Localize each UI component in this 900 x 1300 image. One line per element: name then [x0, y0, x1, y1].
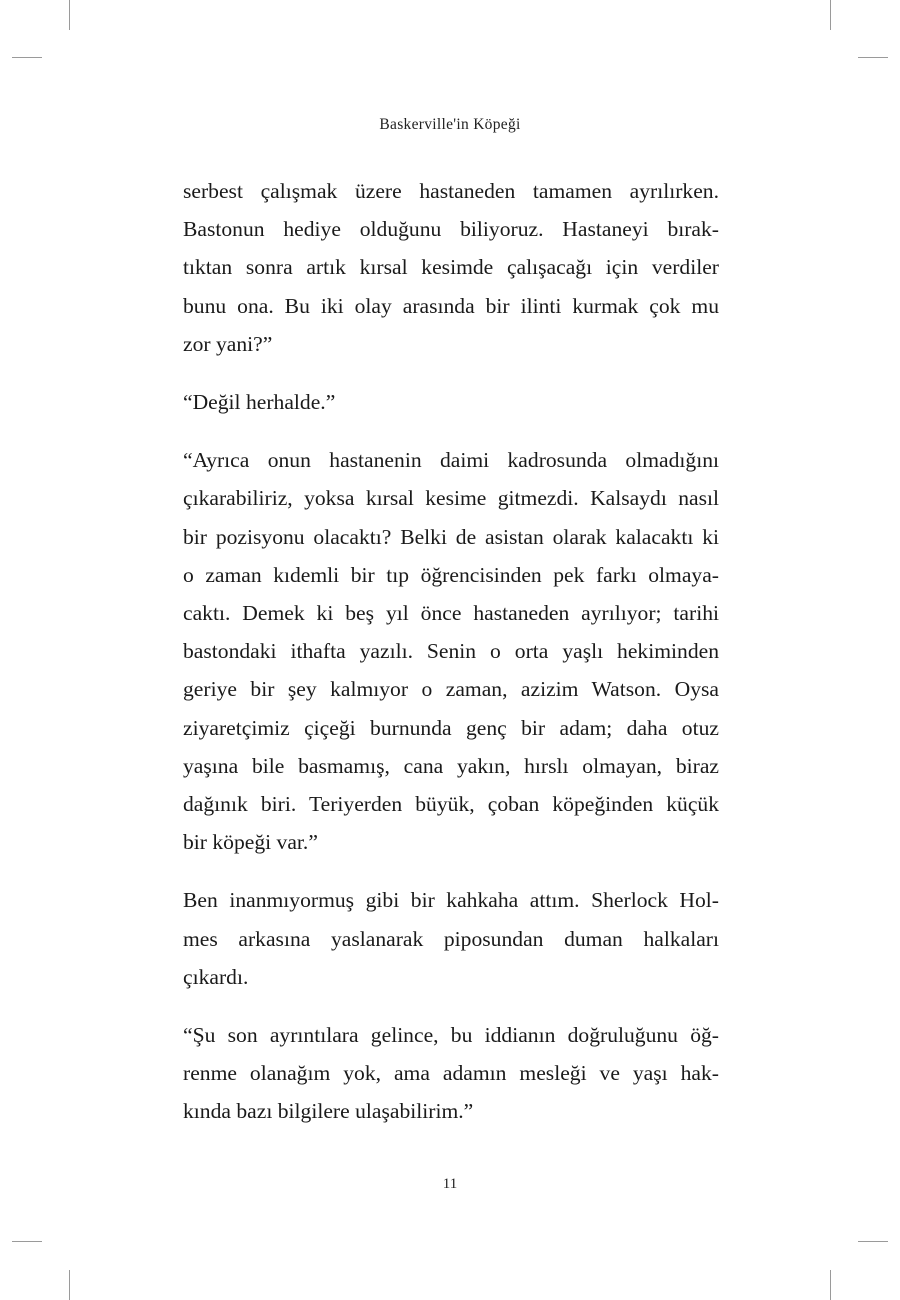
text-line: yaşına bile basmamış, cana yakın, hırslı olmayan, biraz	[183, 753, 719, 778]
crop-mark-bottom-left	[69, 1270, 70, 1300]
text-line: bastondaki ithafta yazılı. Senin o orta yaşlı hekiminden	[183, 639, 719, 664]
running-head: Baskerville'in Köpeği	[379, 116, 521, 133]
crop-mark-left-bottom	[12, 1241, 42, 1242]
text-line: bunu ona. Bu iki olay arasında bir ilinti kurmak çok mu	[183, 293, 719, 318]
crop-mark-top-right	[830, 0, 831, 30]
page-number: 11	[442, 1176, 458, 1192]
text-line: bir köpeği var.”	[183, 830, 318, 855]
crop-mark-top-left	[69, 0, 70, 30]
text-line: tıktan sonra artık kırsal kesimde çalışacağı için verdiler	[183, 255, 719, 280]
body-text	[183, 172, 719, 1151]
paragraph	[183, 1016, 719, 1131]
crop-mark-right-bottom	[858, 1241, 888, 1242]
crop-mark-bottom-right	[830, 1270, 831, 1300]
text-line: geriye bir şey kalmıyor o zaman, azizim Watson. Oysa	[183, 677, 719, 702]
paragraph	[183, 881, 719, 996]
crop-mark-right-top	[858, 57, 888, 58]
text-line: renme olanağım yok, ama adamın mesleği ve yaşı hak-	[183, 1061, 719, 1086]
paragraph	[183, 172, 719, 363]
text-line: “Değil herhalde.”	[183, 390, 336, 415]
text-line: çıkarabiliriz, yoksa kırsal kesime gitmezdi. Kalsaydı nasıl	[183, 486, 719, 511]
text-line: o zaman kıdemli bir tıp öğrencisinden pek farkı olmaya-	[183, 562, 719, 587]
paragraph	[183, 383, 719, 421]
text-line: kında bazı bilgilere ulaşabilirim.”	[183, 1099, 474, 1124]
text-line: caktı. Demek ki beş yıl önce hastaneden ayrılıyor; tarihi	[183, 601, 719, 626]
text-line: çıkardı.	[183, 964, 249, 989]
crop-mark-left-top	[12, 57, 42, 58]
text-line: “Şu son ayrıntılara gelince, bu iddianın doğruluğunu öğ-	[183, 1023, 719, 1048]
text-line: mes arkasına yaslanarak piposundan duman halkaları	[183, 926, 719, 951]
text-line: ziyaretçimiz çiçeği burnunda genç bir adam; daha otuz	[183, 715, 719, 740]
text-line: bir pozisyonu olacaktı? Belki de asistan olarak kalacaktı ki	[183, 524, 719, 549]
text-line: serbest çalışmak üzere hastaneden tamamen ayrılırken.	[183, 179, 719, 203]
paragraph	[183, 441, 719, 861]
text-line: Ben inanmıyormuş gibi bir kahkaha attım. Sherlock Hol-	[183, 888, 719, 913]
text-line: Bastonun hediye olduğunu biliyoruz. Hastaneyi bırak-	[183, 217, 719, 242]
text-line: zor yani?”	[183, 331, 273, 356]
text-line: dağınık biri. Teriyerden büyük, çoban köpeğinden küçük	[183, 792, 719, 817]
text-line: “Ayrıca onun hastanenin daimi kadrosunda olmadığını	[183, 448, 719, 473]
